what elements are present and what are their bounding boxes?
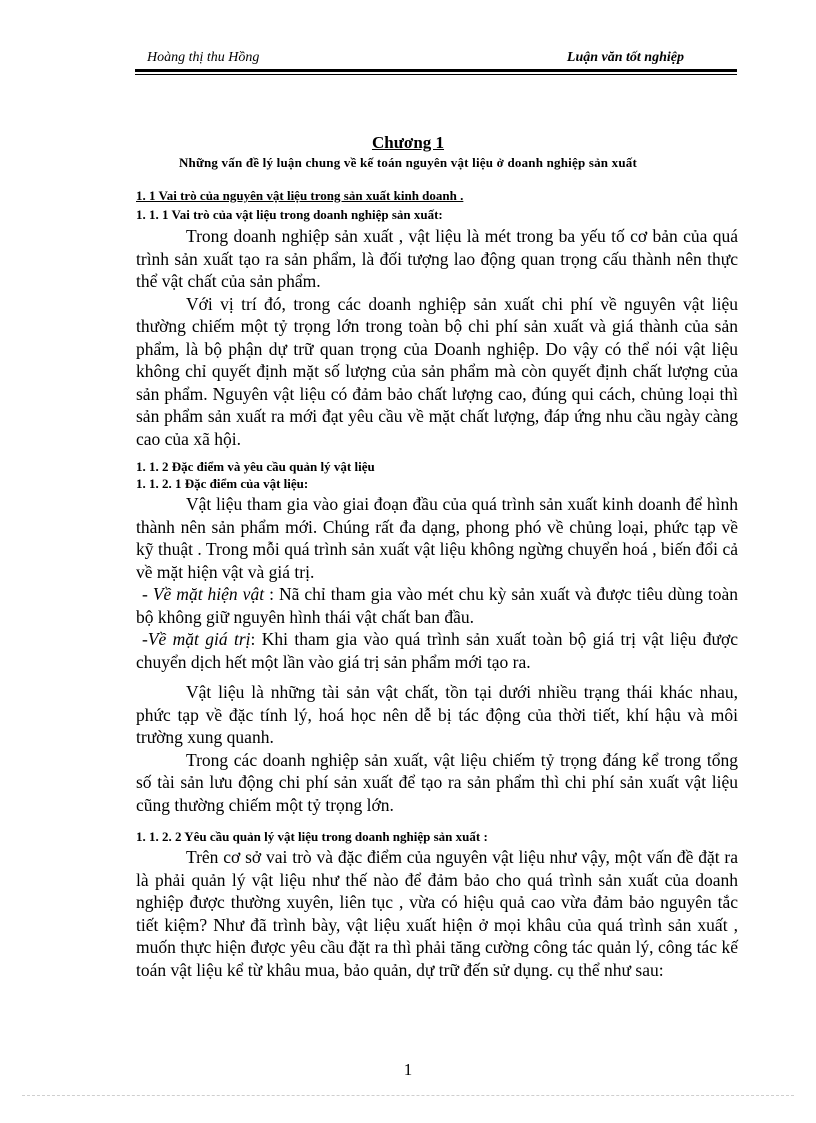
header-rule-thin <box>135 74 737 75</box>
section-heading-1-1-2: 1. 1. 2 Đặc điểm và yêu cầu quản lý vật liệu <box>136 459 375 474</box>
paragraph: Vật liệu tham gia vào giai đoạn đầu của quá trình sản xuất kinh doanh để hình thành nên sản phẩm mới. Chúng rất đa dạng, phong phó về chủng loại, phức tạp về kỹ thuật . Trong mỗi quá trình sản xuất vật liệu không ngừng chuyển hoá , biến đổi cả về mặt hiện vật và giá trị. <box>136 494 738 582</box>
paragraph: Với vị trí đó, trong các doanh nghiệp sản xuất chi phí về nguyên vật liệu thường chiếm một tỷ trọng lớn trong toàn bộ chi phí sản xuất và giá thành của sản phẩm, là bộ phận dự trữ quan trọng của Doanh nghiệp. Do vậy có thể nói vật liệu không chỉ quyết định mặt số lượng của sản phẩm mà còn quyết định chất lượng của sản phẩm. Nguyên vật liệu có đảm bảo chất lượng cao, đúng qui cách, chủng loại thì sản phẩm sản xuất ra mới đạt yêu cầu về mặt chất lượng, đáp ứng nhu cầu ngày càng cao của xã hội. <box>136 293 738 449</box>
section-heading-1-1: 1. 1 Vai trò của nguyên vật liệu trong sản xuất kinh doanh . <box>136 188 464 203</box>
paragraph: Trong doanh nghiệp sản xuất , vật liệu là mét trong ba yếu tố cơ bản của quá trình sản xuất tạo ra sản phẩm, là đối tượng lao động quan trọng cấu thành nên thực thể vật chất của sản phẩm. <box>136 226 738 291</box>
bullet-label: Về mặt giá trị <box>147 629 251 649</box>
header-doc-type: Luận văn tốt nghiệp <box>566 50 684 65</box>
header-rule <box>135 69 737 72</box>
bullet-label: Về mặt hiện vật <box>152 584 265 604</box>
section-heading-1-1-1: 1. 1. 1 Vai trò của vật liệu trong doanh nghiệp sản xuất: <box>136 207 443 222</box>
header-author: Hoàng thị thu Hồng <box>147 50 260 65</box>
chapter-title: Chương 1 <box>371 133 445 152</box>
text-block-3 <box>136 681 738 816</box>
text-block-2 <box>136 493 738 673</box>
footer-dashed-rule <box>22 1095 794 1096</box>
bullet-item: - Về mặt hiện vật : Nã chỉ tham gia vào mét chu kỳ sản xuất và được tiêu dùng toàn bộ không giữ nguyên hình thái vật chất ban đầu. <box>136 584 739 627</box>
section-heading-1-1-2-1: 1. 1. 2. 1 Đặc điểm của vật liệu: <box>136 476 309 491</box>
paragraph: Vật liệu là những tài sản vật chất, tồn tại dưới nhiều trạng thái khác nhau, phức tạp về đặc tính lý, hoá học nên dễ bị tác động của thời tiết, khí hậu và môi trường xung quanh. <box>136 682 738 747</box>
text-block-4 <box>136 846 738 981</box>
bullet-text: : Nã chỉ tham gia vào mét chu kỳ sản xuất và được tiêu dùng toàn bộ không giữ nguyên hình thái vật chất ban đầu. <box>136 584 739 627</box>
text-block-1 <box>136 225 738 450</box>
bullet-item: -Về mặt giá trị: Khi tham gia vào quá trình sản xuất toàn bộ giá trị vật liệu được chuyển dịch hết một lần vào giá trị sản phẩm mới tạo ra. <box>136 629 738 672</box>
paragraph: Trên cơ sở vai trò và đặc điểm của nguyên vật liệu như vậy, một vấn đề đặt ra là phải quản lý vật liệu như thế nào để đảm bảo cho quá trình sản xuất của doanh nghiệp được thường xuyên, liên tục , vừa có hiệu quả cao vừa đảm bảo nguyên tắc tiết kiệm? Như đã trình bày, vật liệu xuất hiện ở mọi khâu của quá trình sản xuất , muốn thực hiện được yêu cầu đặt ra thì phải tăng cường công tác quản lý, công tác kế toán vật liệu kể từ khâu mua, bảo quản, dự trữ đến sử dụng. cụ thể như sau: <box>136 847 738 980</box>
section-heading-1-1-2-2: 1. 1. 2. 2 Yêu cầu quản lý vật liệu trong doanh nghiệp sản xuất : <box>136 829 488 844</box>
page-number: 1 <box>403 1060 413 1079</box>
bullet-text: : Khi tham gia vào quá trình sản xuất toàn bộ giá trị vật liệu được chuyển dịch hết một lần vào giá trị sản phẩm mới tạo ra. <box>136 629 738 672</box>
paragraph: Trong các doanh nghiệp sản xuất, vật liệu chiếm tỷ trọng đáng kể trong tổng số tài sản lưu động chi phí sản xuất để tạo ra sản phẩm thì chi phí sản xuất vật liệu cũng thường chiếm một tỷ trọng lớn. <box>136 749 738 815</box>
chapter-subtitle: Những vấn đề lý luận chung về kế toán nguyên vật liệu ở doanh nghiệp sản xuất <box>178 155 638 170</box>
